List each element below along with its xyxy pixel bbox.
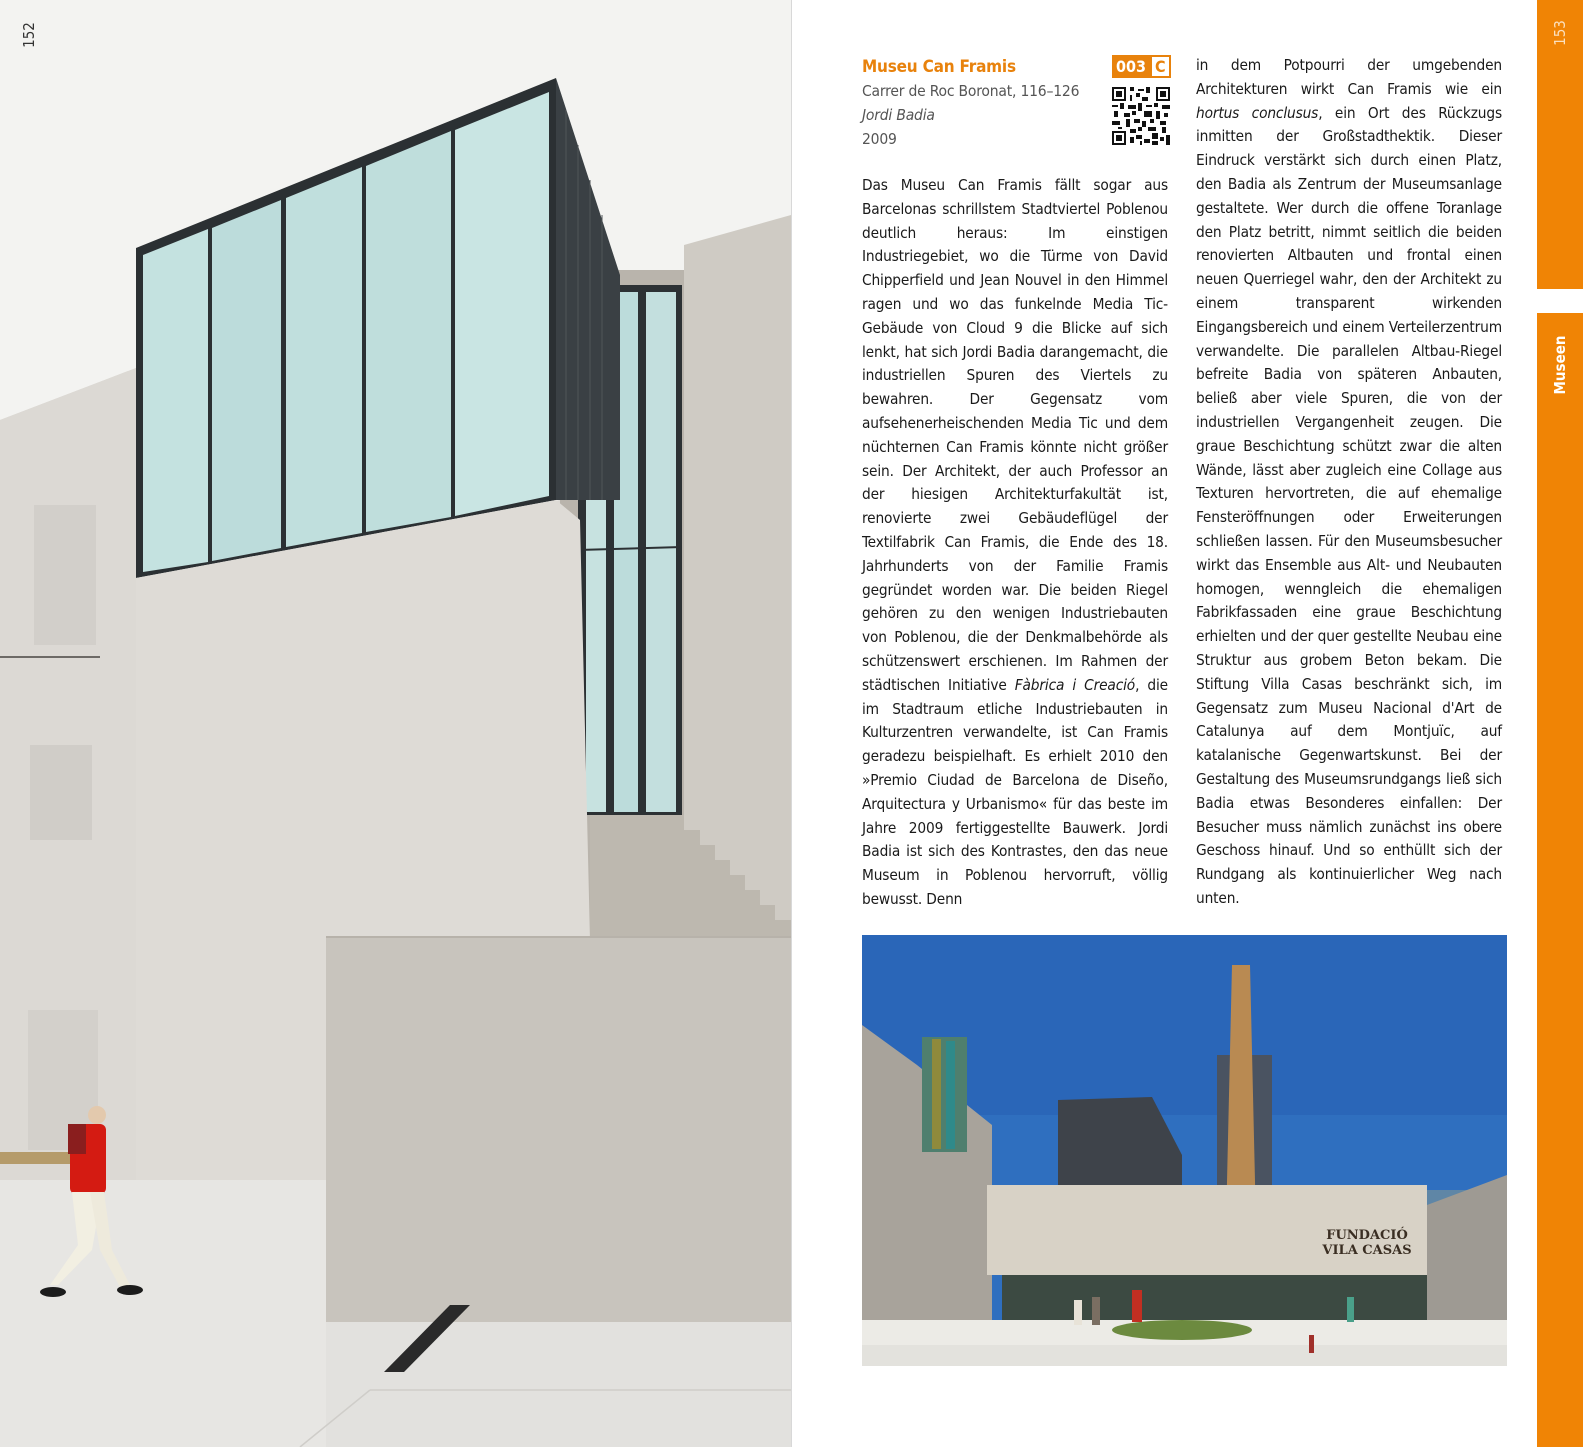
entry-badge — [1112, 55, 1171, 78]
body-text-italic: hortus conclusus — [1196, 103, 1319, 122]
sign-text-line1: FUNDACIÓ — [1326, 1228, 1408, 1243]
section-tab-museen[interactable] — [1537, 313, 1583, 1447]
entry-address: Carrer de Roc Boronat, 116–126 — [862, 82, 1080, 100]
body-text: , die im Stadtraum etliche Industriebauten in Kulturzentren verwandelte, ist Can Framis geradezu beispielhaft. Es erhielt 2010 den »Premio Ciudad de Barcelona de Diseño, Arquitectura y Urbanismo« für das beste im Jahre 2009 fertiggestellte Bauwerk. Jordi Badia ist sich des Kontrastes, den das neue Museum in Poblenou hervorruft, völlig bewusst. Denn — [862, 675, 1168, 908]
entry-architect: Jordi Badia — [862, 106, 935, 124]
courtyard-photo — [862, 935, 1507, 1366]
badge-map-grid: C — [1150, 55, 1171, 78]
page-number-left: 152 — [20, 22, 38, 48]
page-edge-tab — [1537, 0, 1583, 289]
qr-code-icon[interactable] — [1112, 87, 1170, 145]
body-text: , ein Ort des Rückzugs inmitten der Großstadthektik. Dieser Eindruck verstärkt sich durch einen Platz, den Badia als Zentrum der Museumsanlage gestaltete. Wer durch die offene Toranlage den Platz betritt, nimmt seitlich die beiden renovierten Altbauten und frontal einen neuen Querriegel wahr, den der Architekt zu einem transparent wirkenden Eingangsbereich und einem Verteilerzentrum verwandelte. Die parallelen Altbau-Riegel befreite Badia von späteren Anbauten, beließ aber viele Spuren, die von der industriellen Vergangenheit zeugen. Die graue Beschichtung schützt zwar die alten Wände, lässt aber zugleich eine Collage aus Texturen hervortreten, die auf ehemalige Fensteröffnungen oder Erweiterungen schließen lassen. Für den Museumsbesucher wirkt das Ensemble aus Alt- und Neubauten homogen, wenngleich die ehemaligen Fabrikfassaden eine graue Beschichtung erhielten und der quer gestellte Neubau eine Struktur aus grobem Beton bekam. Die Stiftung Villa Casas beschränkt sich, im Gegensatz zum Museu Nacional d'Art de Catalunya auf dem Montjuïc, auf katalanische Gegenwartskunst. Bei der Gestaltung des Museumsrundgangs ließ sich Badia etwas Besonderes einfallen: Der Besucher muss nämlich zunächst ins obere Geschoss hinauf. Und so enthüllt sich der Rundgang als kontinuierlicher Weg nach unten. — [1196, 103, 1502, 907]
body-text: Das Museu Can Framis fällt sogar aus Barcelonas schrillstem Stadtviertel Poblenou deutlich heraus: Im einstigen Industriegebiet, wo die Türme von David Chipperfield und Jean Nouvel in den Himmel ragen und wo das funkelnde Media Tic-Gebäude von Cloud 9 die Blicke auf sich lenkt, hat sich Jordi Badia darangemacht, die industriellen Spuren des Viertels zu bewahren. Der Gegensatz vom aufsehenerheischenden Media Tic und dem nüchternen Can Framis könnte nicht größer sein. Der Architekt, der auch Professor an der hiesigen Architekturfakultät ist, renovierte zwei Gebäudeflügel der Textilfabrik Can Framis, die Ende des 18. Jahrhunderts von der Familie Framis gegründet worden war. Die beiden Riegel gehören zu den wenigen Industriebauten von Poblenou, die der Denkmalbehörde als schützenswert erschienen. Im Rahmen der städtischen Initiative — [862, 176, 1168, 694]
sign-text-line2: VILA CASAS — [1322, 1243, 1412, 1258]
fundacio-vila-casas-photo — [862, 935, 1507, 1366]
body-text-italic: Fàbrica i Creació — [1014, 675, 1136, 694]
body-text-column-1 — [862, 174, 1168, 912]
body-text-column-2 — [1196, 54, 1502, 911]
page-number-right: 153 — [1551, 20, 1569, 46]
building-photo — [0, 0, 791, 1447]
entry-year: 2009 — [862, 130, 897, 148]
left-page-photo — [0, 0, 791, 1447]
body-text: in dem Potpourri der umgebenden Architekturen wirkt Can Framis wie ein — [1196, 56, 1502, 98]
badge-number: 003 — [1112, 55, 1150, 78]
section-tab-label: Museen — [1551, 335, 1569, 395]
right-page — [792, 0, 1583, 1447]
entry-title: Museu Can Framis — [862, 57, 1016, 77]
